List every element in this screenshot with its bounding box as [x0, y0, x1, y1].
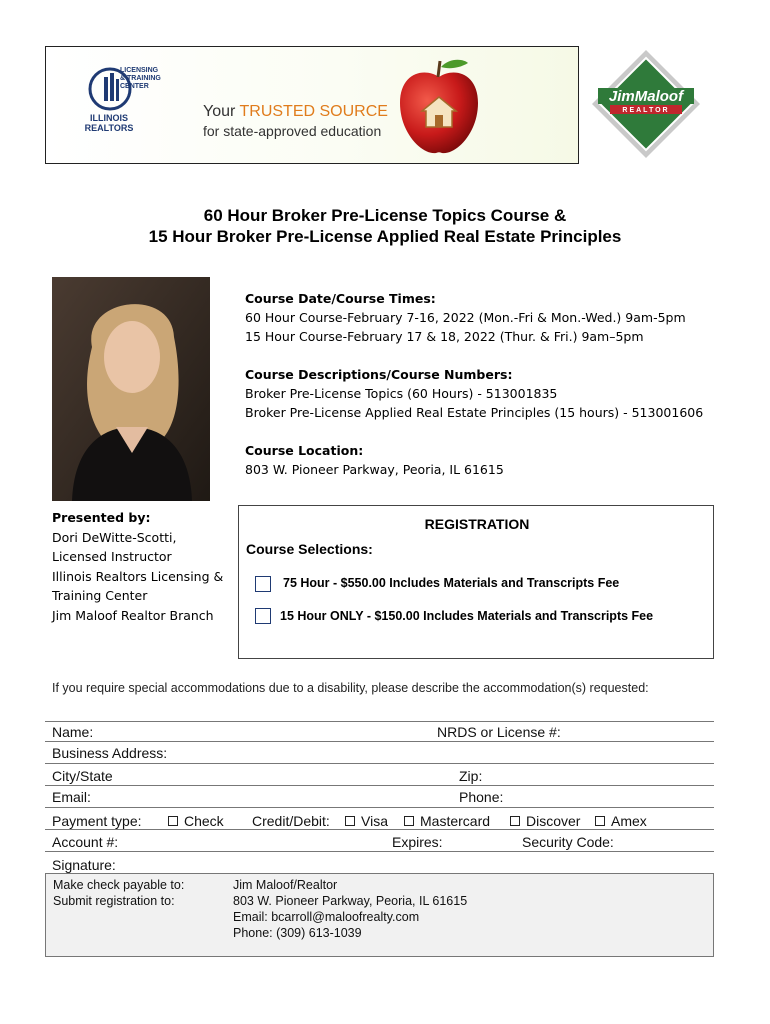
credit-debit-label: Credit/Debit:: [252, 813, 330, 829]
divider: [45, 721, 714, 722]
divider: [45, 851, 714, 852]
tagline-line2: for state-approved education: [203, 123, 382, 139]
divider: [45, 785, 714, 786]
amex-checkbox[interactable]: [595, 816, 605, 826]
tagline-line1: Your TRUSTED SOURCE: [203, 103, 388, 120]
course-dates-label: Course Date/Course Times:: [245, 291, 436, 306]
header-banner: [45, 46, 579, 164]
illinois-realtors-label: ILLINOIS REALTORS: [84, 113, 134, 133]
jim-maloof-logo: [590, 48, 702, 160]
payable-to-labels: Make check payable to: Submit registration to:: [53, 878, 185, 908]
payment-mastercard-option[interactable]: Mastercard: [404, 813, 490, 829]
course-desc-label: Course Descriptions/Course Numbers:: [245, 367, 513, 382]
name-field[interactable]: Name:: [52, 724, 94, 740]
divider: [45, 807, 714, 808]
instructor-photo: [52, 277, 210, 501]
accommodation-text: If you require special accommodations due to a disability, please describe the accommodation(s) requested:: [52, 681, 649, 695]
visa-checkbox[interactable]: [345, 816, 355, 826]
course-date-15: 15 Hour Course-February 17 & 18, 2022 (Thur. & Fri.) 9am–5pm: [245, 329, 644, 344]
licensing-center-label: LICENSING & TRAINING CENTER: [120, 67, 161, 90]
option-15-hour-label: 15 Hour ONLY - $150.00 Includes Materials and Transcripts Fee: [280, 609, 654, 623]
course-location-label: Course Location:: [245, 443, 364, 458]
account-number-field[interactable]: Account #:: [52, 834, 119, 850]
payee-details: Jim Maloof/Realtor 803 W. Pioneer Parkway, Peoria, IL 61615 Email: bcarroll@maloofrealty.com Phone: (309) 613-1039: [233, 878, 468, 940]
registration-box: [238, 505, 714, 659]
signature-field[interactable]: Signature:: [52, 857, 116, 873]
check-checkbox[interactable]: [168, 816, 178, 826]
security-code-field[interactable]: Security Code:: [522, 834, 614, 850]
payment-check-option[interactable]: Check: [168, 813, 224, 829]
nrds-field[interactable]: NRDS or License #:: [437, 724, 561, 740]
course-desc-60: Broker Pre-License Topics (60 Hours) - 513001835: [245, 386, 558, 401]
business-address-field[interactable]: Business Address:: [52, 745, 168, 761]
phone-field[interactable]: Phone:: [459, 789, 504, 805]
payment-discover-option[interactable]: Discover: [510, 813, 580, 829]
page-title: 60 Hour Broker Pre-License Topics Course & 15 Hour Broker Pre-License Applied Real Estate Principles: [148, 206, 622, 246]
apple-house-icon: [394, 55, 484, 159]
divider: [45, 741, 714, 742]
course-location: 803 W. Pioneer Parkway, Peoria, IL 61615: [245, 462, 504, 477]
mastercard-checkbox[interactable]: [404, 816, 414, 826]
zip-field[interactable]: Zip:: [459, 768, 483, 784]
jim-maloof-wordmark: JimMaloof: [608, 88, 684, 105]
payment-visa-option[interactable]: Visa: [345, 813, 388, 829]
expires-field[interactable]: Expires:: [392, 834, 443, 850]
presenter-label: Presented by:: [52, 510, 151, 525]
payment-info-box: [45, 873, 714, 957]
option-75-hour-checkbox[interactable]: [255, 576, 271, 592]
course-desc-15: Broker Pre-License Applied Real Estate Principles (15 hours) - 513001606: [245, 405, 704, 420]
payment-type-label: Payment type:: [52, 813, 142, 829]
contact-phone: Phone: (309) 613-1039: [233, 926, 362, 940]
city-state-field[interactable]: City/State: [52, 768, 113, 784]
contact-email: Email: bcarroll@maloofrealty.com: [233, 910, 420, 924]
course-location-section: [245, 441, 504, 479]
divider: [45, 763, 714, 764]
course-date-60: 60 Hour Course-February 7-16, 2022 (Mon.-Fri & Mon.-Wed.) 9am-5pm: [245, 310, 686, 325]
option-75-hour-label: 75 Hour - $550.00 Includes Materials and Transcripts Fee: [283, 576, 620, 590]
payment-amex-option[interactable]: Amex: [595, 813, 647, 829]
option-15-hour-checkbox[interactable]: [255, 608, 271, 624]
presenter-section: Presented by: Dori DeWitte-Scotti, Licensed Instructor Illinois Realtors Licensing & Training Center Jim Maloof Realtor Branch: [52, 510, 224, 623]
realtor-wordmark: REALTOR: [622, 107, 670, 114]
course-desc-section: [245, 365, 703, 422]
divider: [45, 829, 714, 830]
course-selections-label: Course Selections:: [246, 541, 373, 557]
discover-checkbox[interactable]: [510, 816, 520, 826]
course-dates-section: [245, 289, 686, 346]
email-field[interactable]: Email:: [52, 789, 91, 805]
registration-title: REGISTRATION: [424, 516, 530, 532]
